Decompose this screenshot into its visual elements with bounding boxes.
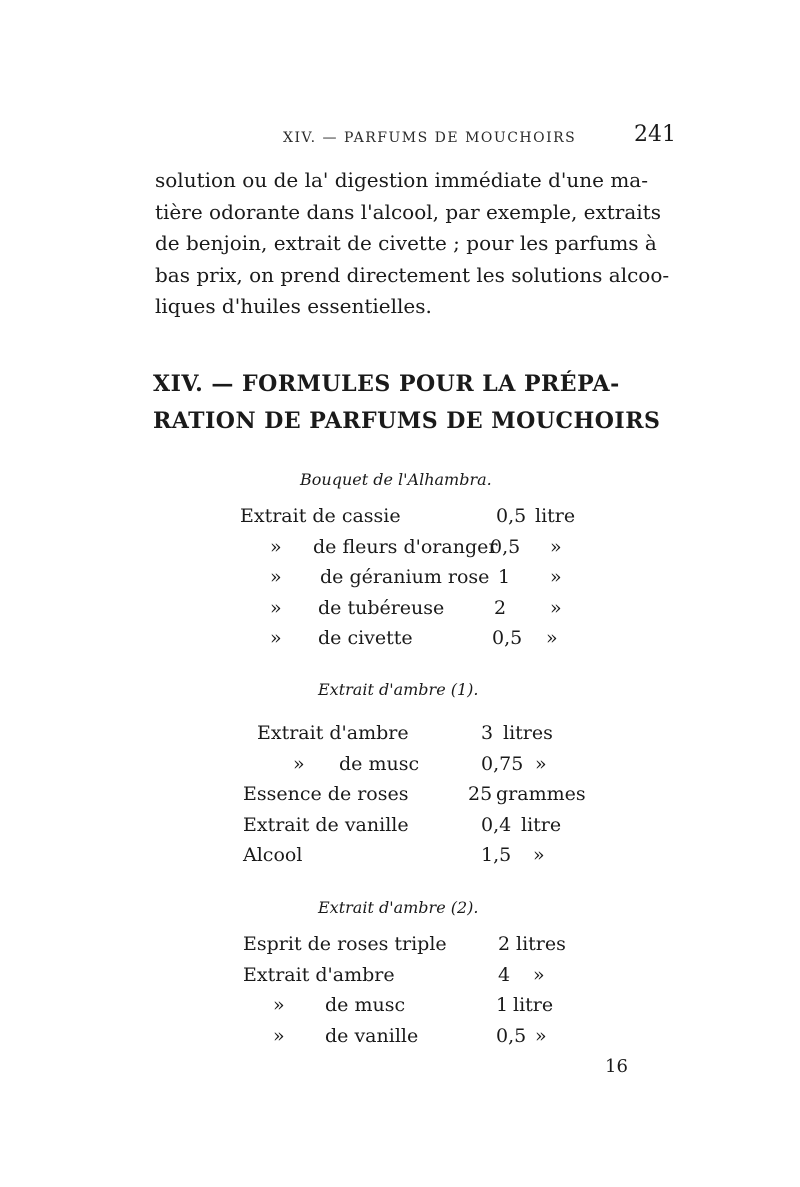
ingredient-qty: 0,75	[481, 752, 524, 775]
recipe-table-ambre-2	[243, 933, 623, 1055]
ditto-mark: »	[270, 596, 282, 619]
ingredient-unit: »	[535, 752, 547, 775]
recipe-row	[243, 964, 623, 995]
ingredient-name: Extrait d'ambre	[243, 963, 395, 986]
ingredient-unit: grammes	[496, 783, 586, 805]
page-number: 241	[634, 122, 676, 147]
ingredient-unit: »	[533, 963, 545, 986]
ingredient-name: Extrait de cassie	[240, 505, 401, 527]
ingredient-qty: 0,5	[496, 1024, 527, 1047]
recipe-table-bouquet	[240, 505, 620, 658]
ditto-mark: »	[270, 627, 282, 649]
paragraph-line: de benjoin, extrait de civette ; pour les parfums à	[155, 231, 657, 255]
recipe-title-bouquet: Bouquet de l'Alhambra.	[300, 470, 492, 489]
ingredient-unit: »	[535, 1024, 547, 1047]
paragraph-line: tière odorante dans l'alcool, par exemple, extraits	[155, 199, 661, 224]
recipe-row	[240, 505, 620, 536]
ingredient-name: de musc	[339, 752, 420, 775]
ingredient-qty: 4	[498, 963, 511, 986]
ingredient-qty: 0,4	[481, 813, 512, 836]
paragraph-line: liques d'huiles essentielles.	[155, 294, 432, 318]
section-heading	[153, 366, 673, 440]
ingredient-qty: 2	[498, 933, 511, 955]
ditto-mark: »	[273, 994, 285, 1016]
ingredient-name: de vanille	[325, 1024, 419, 1047]
recipe-row	[243, 933, 623, 964]
recipe-row	[243, 994, 623, 1025]
ingredient-qty: 2	[494, 596, 507, 619]
ingredient-unit: »	[550, 566, 562, 588]
ditto-mark: »	[293, 752, 305, 775]
ingredient-unit: »	[533, 844, 545, 866]
ingredient-name: Extrait de vanille	[243, 813, 409, 836]
ingredient-name: Essence de roses	[243, 783, 409, 805]
ingredient-unit: litre	[521, 813, 562, 836]
ingredient-name: de fleurs d'oranger	[313, 535, 498, 558]
recipe-row	[243, 1025, 623, 1056]
ingredient-qty: 1	[496, 994, 509, 1016]
ditto-mark: »	[273, 1024, 285, 1047]
intro-paragraph	[155, 165, 675, 323]
ingredient-unit: litre	[513, 994, 554, 1016]
ingredient-unit: litres	[503, 722, 553, 744]
ingredient-name: de tubéreuse	[318, 596, 445, 619]
recipe-row	[243, 814, 623, 845]
paragraph-line: bas prix, on prend directement les solutions alcoo-	[155, 262, 670, 287]
ingredient-unit: »	[550, 535, 562, 558]
ingredient-name: de géranium rose	[320, 566, 490, 588]
section-heading-line: RATION DE PARFUMS DE MOUCHOIRS	[153, 408, 661, 434]
ingredient-unit: »	[550, 596, 562, 619]
signature-mark: 16	[605, 1056, 628, 1077]
ingredient-name: Alcool	[243, 844, 303, 866]
recipe-title-ambre-2: Extrait d'ambre (2).	[318, 898, 479, 917]
recipe-row	[240, 566, 620, 597]
recipe-row	[243, 844, 623, 875]
ingredient-qty: 25	[468, 783, 493, 805]
ingredient-qty: 3	[481, 722, 494, 744]
recipe-row	[243, 722, 623, 753]
ingredient-unit: litres	[516, 933, 566, 955]
ingredient-name: Extrait d'ambre	[257, 722, 409, 744]
section-heading-line: XIV. — FORMULES POUR LA PRÉPA-	[153, 371, 620, 397]
ditto-mark: »	[270, 535, 282, 558]
recipe-row	[240, 627, 620, 658]
ingredient-name: Esprit de roses triple	[243, 933, 447, 955]
ingredient-qty: 0,5	[496, 505, 527, 527]
recipe-table-ambre-1	[243, 722, 623, 875]
ditto-mark: »	[270, 566, 282, 588]
ingredient-qty: 0,5	[490, 535, 521, 558]
ingredient-name: de musc	[325, 994, 406, 1016]
ingredient-qty: 1	[498, 566, 511, 588]
paragraph-line: solution ou de la' digestion immédiate d'une ma-	[155, 168, 648, 192]
running-head: XIV. — PARFUMS DE MOUCHOIRS	[283, 130, 577, 146]
ingredient-unit: litre	[535, 505, 576, 527]
recipe-row	[243, 753, 623, 784]
recipe-row	[240, 536, 620, 567]
recipe-row	[240, 597, 620, 628]
ingredient-qty: 0,5	[492, 627, 523, 649]
ingredient-qty: 1,5	[481, 844, 512, 866]
ingredient-unit: »	[546, 627, 558, 649]
recipe-title-ambre-1: Extrait d'ambre (1).	[318, 680, 479, 699]
recipe-row	[243, 783, 623, 814]
ingredient-name: de civette	[318, 627, 413, 649]
